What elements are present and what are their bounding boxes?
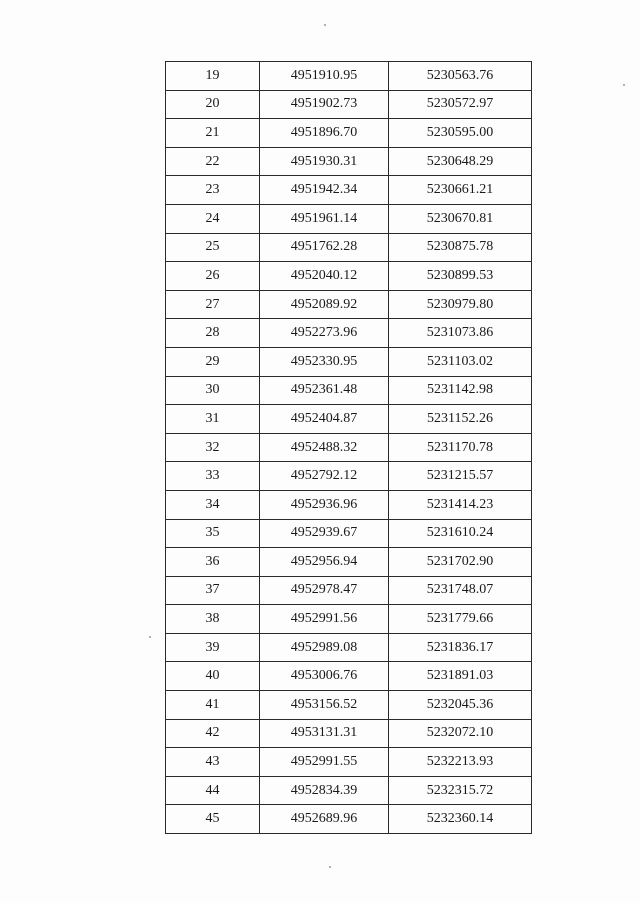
- x-coordinate-cell: 4952834.39: [260, 776, 389, 805]
- x-coordinate-cell: 4952939.67: [260, 519, 389, 548]
- table-row: [166, 62, 532, 91]
- x-coordinate-cell: 4952404.87: [260, 405, 389, 434]
- x-coordinate-cell: 4951896.70: [260, 119, 389, 148]
- y-coordinate-cell: 5231073.86: [389, 319, 532, 348]
- y-coordinate-cell: 5231215.57: [389, 462, 532, 491]
- x-coordinate-cell: 4952040.12: [260, 262, 389, 291]
- table-row: [166, 119, 532, 148]
- point-number-cell: 39: [166, 633, 260, 662]
- y-coordinate-cell: 5231891.03: [389, 662, 532, 691]
- point-number-cell: 21: [166, 119, 260, 148]
- x-coordinate-cell: 4952936.96: [260, 490, 389, 519]
- table-row: [166, 233, 532, 262]
- y-coordinate-cell: 5230648.29: [389, 147, 532, 176]
- point-number-cell: 27: [166, 290, 260, 319]
- table-row: [166, 204, 532, 233]
- coordinate-table: [165, 61, 532, 834]
- point-number-cell: 25: [166, 233, 260, 262]
- point-number-cell: 31: [166, 405, 260, 434]
- table-row: [166, 376, 532, 405]
- y-coordinate-cell: 5232315.72: [389, 776, 532, 805]
- table-row: [166, 548, 532, 577]
- x-coordinate-cell: 4952956.94: [260, 548, 389, 577]
- table-row: [166, 347, 532, 376]
- point-number-cell: 35: [166, 519, 260, 548]
- point-number-cell: 36: [166, 548, 260, 577]
- point-number-cell: 40: [166, 662, 260, 691]
- point-number-cell: 33: [166, 462, 260, 491]
- y-coordinate-cell: 5231142.98: [389, 376, 532, 405]
- point-number-cell: 42: [166, 719, 260, 748]
- table-row: [166, 405, 532, 434]
- point-number-cell: 29: [166, 347, 260, 376]
- x-coordinate-cell: 4952689.96: [260, 805, 389, 834]
- x-coordinate-cell: 4952989.08: [260, 633, 389, 662]
- table-row: [166, 90, 532, 119]
- y-coordinate-cell: 5230572.97: [389, 90, 532, 119]
- x-coordinate-cell: 4951762.28: [260, 233, 389, 262]
- y-coordinate-cell: 5232360.14: [389, 805, 532, 834]
- x-coordinate-cell: 4951902.73: [260, 90, 389, 119]
- point-number-cell: 19: [166, 62, 260, 91]
- x-coordinate-cell: 4952488.32: [260, 433, 389, 462]
- y-coordinate-cell: 5230979.80: [389, 290, 532, 319]
- point-number-cell: 45: [166, 805, 260, 834]
- point-number-cell: 23: [166, 176, 260, 205]
- table-row: [166, 805, 532, 834]
- point-number-cell: 26: [166, 262, 260, 291]
- x-coordinate-cell: 4952792.12: [260, 462, 389, 491]
- x-coordinate-cell: 4952089.92: [260, 290, 389, 319]
- table-row: [166, 776, 532, 805]
- scan-speck: [623, 84, 625, 86]
- point-number-cell: 41: [166, 691, 260, 720]
- x-coordinate-cell: 4953006.76: [260, 662, 389, 691]
- x-coordinate-cell: 4952991.56: [260, 605, 389, 634]
- point-number-cell: 38: [166, 605, 260, 634]
- table-row: [166, 748, 532, 777]
- scan-speck: [329, 866, 331, 868]
- x-coordinate-cell: 4952273.96: [260, 319, 389, 348]
- y-coordinate-cell: 5231170.78: [389, 433, 532, 462]
- x-coordinate-cell: 4953131.31: [260, 719, 389, 748]
- y-coordinate-cell: 5230875.78: [389, 233, 532, 262]
- point-number-cell: 44: [166, 776, 260, 805]
- table-row: [166, 605, 532, 634]
- x-coordinate-cell: 4952991.55: [260, 748, 389, 777]
- y-coordinate-cell: 5230899.53: [389, 262, 532, 291]
- table-row: [166, 719, 532, 748]
- scan-speck: [324, 24, 326, 26]
- x-coordinate-cell: 4951942.34: [260, 176, 389, 205]
- x-coordinate-cell: 4952330.95: [260, 347, 389, 376]
- table-row: [166, 147, 532, 176]
- y-coordinate-cell: 5231779.66: [389, 605, 532, 634]
- table-row: [166, 490, 532, 519]
- table-row: [166, 262, 532, 291]
- table-row: [166, 519, 532, 548]
- y-coordinate-cell: 5231702.90: [389, 548, 532, 577]
- point-number-cell: 32: [166, 433, 260, 462]
- table-row: [166, 319, 532, 348]
- table-row: [166, 433, 532, 462]
- y-coordinate-cell: 5230595.00: [389, 119, 532, 148]
- y-coordinate-cell: 5231610.24: [389, 519, 532, 548]
- point-number-cell: 37: [166, 576, 260, 605]
- table-row: [166, 691, 532, 720]
- coordinate-table-body: [166, 62, 532, 834]
- y-coordinate-cell: 5230563.76: [389, 62, 532, 91]
- point-number-cell: 22: [166, 147, 260, 176]
- point-number-cell: 20: [166, 90, 260, 119]
- y-coordinate-cell: 5232213.93: [389, 748, 532, 777]
- x-coordinate-cell: 4951961.14: [260, 204, 389, 233]
- table-row: [166, 576, 532, 605]
- point-number-cell: 28: [166, 319, 260, 348]
- table-row: [166, 290, 532, 319]
- x-coordinate-cell: 4952361.48: [260, 376, 389, 405]
- scan-speck: [149, 636, 151, 638]
- y-coordinate-cell: 5232045.36: [389, 691, 532, 720]
- table-row: [166, 462, 532, 491]
- x-coordinate-cell: 4951930.31: [260, 147, 389, 176]
- table-row: [166, 176, 532, 205]
- point-number-cell: 30: [166, 376, 260, 405]
- y-coordinate-cell: 5231836.17: [389, 633, 532, 662]
- point-number-cell: 34: [166, 490, 260, 519]
- y-coordinate-cell: 5231103.02: [389, 347, 532, 376]
- table-row: [166, 662, 532, 691]
- x-coordinate-cell: 4951910.95: [260, 62, 389, 91]
- y-coordinate-cell: 5231748.07: [389, 576, 532, 605]
- table-row: [166, 633, 532, 662]
- y-coordinate-cell: 5231414.23: [389, 490, 532, 519]
- x-coordinate-cell: 4953156.52: [260, 691, 389, 720]
- y-coordinate-cell: 5231152.26: [389, 405, 532, 434]
- y-coordinate-cell: 5230670.81: [389, 204, 532, 233]
- point-number-cell: 43: [166, 748, 260, 777]
- x-coordinate-cell: 4952978.47: [260, 576, 389, 605]
- y-coordinate-cell: 5230661.21: [389, 176, 532, 205]
- point-number-cell: 24: [166, 204, 260, 233]
- y-coordinate-cell: 5232072.10: [389, 719, 532, 748]
